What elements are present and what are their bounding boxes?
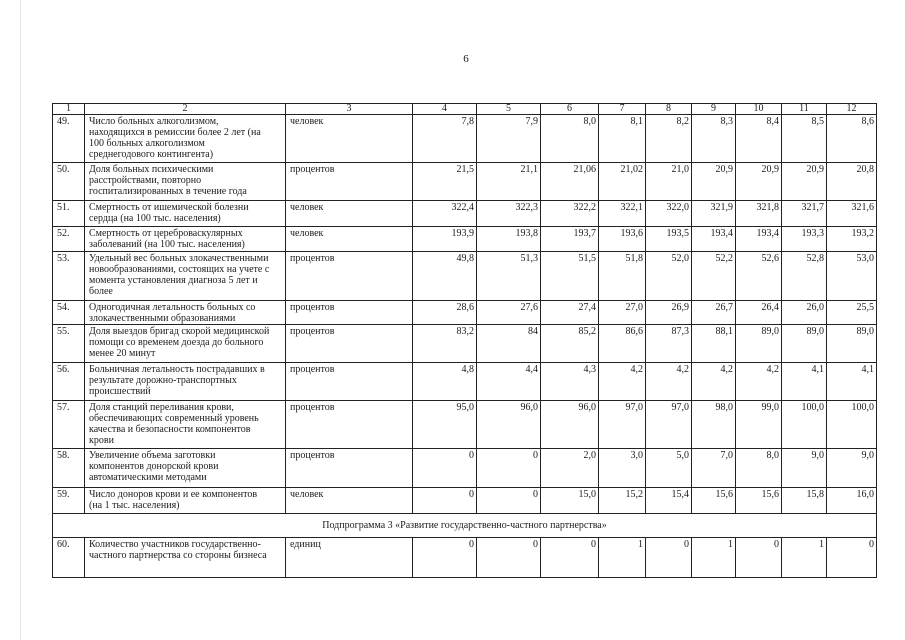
row-number-cell: 55. (53, 325, 85, 363)
value-cell: 28,6 (413, 301, 477, 325)
row-number-cell: 60. (53, 538, 85, 578)
table-row (53, 363, 877, 401)
value-cell: 1 (782, 538, 827, 578)
value-cell: 20,8 (827, 163, 877, 201)
row-number-cell: 54. (53, 301, 85, 325)
section-header-row (53, 514, 877, 538)
value-cell: 321,6 (827, 201, 877, 227)
value-cell: 84 (477, 325, 541, 363)
value-cell: 321,9 (692, 201, 736, 227)
value-cell: 83,2 (413, 325, 477, 363)
value-cell: 0 (413, 449, 477, 488)
value-cell: 21,1 (477, 163, 541, 201)
value-cell: 15,0 (541, 488, 599, 514)
value-cell: 322,2 (541, 201, 599, 227)
table-header-row (53, 104, 877, 115)
value-cell: 193,5 (646, 227, 692, 252)
value-cell: 51,5 (541, 252, 599, 301)
value-cell: 4,2 (692, 363, 736, 401)
value-cell: 8,5 (782, 115, 827, 163)
value-cell: 2,0 (541, 449, 599, 488)
value-cell: 9,0 (782, 449, 827, 488)
value-cell: 0 (477, 538, 541, 578)
value-cell: 193,8 (477, 227, 541, 252)
value-cell: 89,0 (827, 325, 877, 363)
value-cell: 322,4 (413, 201, 477, 227)
header-cell: 3 (286, 104, 413, 115)
unit-cell: процентов (286, 301, 413, 325)
value-cell: 25,5 (827, 301, 877, 325)
value-cell: 193,4 (692, 227, 736, 252)
value-cell: 26,7 (692, 301, 736, 325)
unit-cell: человек (286, 115, 413, 163)
row-number-cell: 51. (53, 201, 85, 227)
table-row (53, 401, 877, 449)
value-cell: 100,0 (782, 401, 827, 449)
unit-cell: процентов (286, 449, 413, 488)
value-cell: 52,2 (692, 252, 736, 301)
indicator-name-cell: Увеличение объема заготовки компонентов донорской крови автоматическими методами (85, 449, 286, 488)
row-number-cell: 49. (53, 115, 85, 163)
indicator-name-cell: Смертность от цереброваскулярных заболеваний (на 100 тыс. населения) (85, 227, 286, 252)
value-cell: 0 (477, 488, 541, 514)
header-cell: 10 (736, 104, 782, 115)
indicator-name-cell: Число доноров крови и ее компонентов (на 1 тыс. населения) (85, 488, 286, 514)
value-cell: 26,4 (736, 301, 782, 325)
value-cell: 193,7 (541, 227, 599, 252)
value-cell: 15,8 (782, 488, 827, 514)
header-cell: 12 (827, 104, 877, 115)
indicator-name-cell: Одногодичная летальность больных со злокачественными образованиями (85, 301, 286, 325)
value-cell: 97,0 (599, 401, 646, 449)
table-row (53, 163, 877, 201)
value-cell: 85,2 (541, 325, 599, 363)
value-cell: 322,3 (477, 201, 541, 227)
value-cell: 15,4 (646, 488, 692, 514)
value-cell: 0 (541, 538, 599, 578)
value-cell: 7,8 (413, 115, 477, 163)
value-cell: 8,0 (736, 449, 782, 488)
table-row (53, 325, 877, 363)
value-cell: 51,8 (599, 252, 646, 301)
value-cell: 3,0 (599, 449, 646, 488)
value-cell: 20,9 (692, 163, 736, 201)
row-number-cell: 58. (53, 449, 85, 488)
header-cell: 2 (85, 104, 286, 115)
indicator-name-cell: Смертность от ишемической болезни сердца (на 100 тыс. населения) (85, 201, 286, 227)
value-cell: 21,06 (541, 163, 599, 201)
value-cell: 52,0 (646, 252, 692, 301)
indicator-name-cell: Доля больных психическими расстройствами, повторно госпитализированных в течение года (85, 163, 286, 201)
value-cell: 8,4 (736, 115, 782, 163)
value-cell: 52,6 (736, 252, 782, 301)
value-cell: 53,0 (827, 252, 877, 301)
value-cell: 95,0 (413, 401, 477, 449)
value-cell: 4,3 (541, 363, 599, 401)
value-cell: 8,6 (827, 115, 877, 163)
value-cell: 89,0 (736, 325, 782, 363)
value-cell: 52,8 (782, 252, 827, 301)
table-row (53, 488, 877, 514)
row-number-cell: 56. (53, 363, 85, 401)
scan-edge-line (20, 0, 21, 640)
indicator-name-cell: Больничная летальность пострадавших в результате дорожно-транспортных происшествий (85, 363, 286, 401)
value-cell: 193,3 (782, 227, 827, 252)
value-cell: 7,9 (477, 115, 541, 163)
value-cell: 1 (599, 538, 646, 578)
value-cell: 15,6 (736, 488, 782, 514)
value-cell: 4,2 (736, 363, 782, 401)
table-row (53, 538, 877, 578)
value-cell: 4,1 (827, 363, 877, 401)
table-row (53, 227, 877, 252)
row-number-cell: 59. (53, 488, 85, 514)
value-cell: 4,2 (599, 363, 646, 401)
header-cell: 5 (477, 104, 541, 115)
value-cell: 321,7 (782, 201, 827, 227)
unit-cell: процентов (286, 363, 413, 401)
value-cell: 96,0 (477, 401, 541, 449)
value-cell: 15,2 (599, 488, 646, 514)
page-number: 6 (463, 53, 469, 65)
value-cell: 8,3 (692, 115, 736, 163)
value-cell: 1 (692, 538, 736, 578)
value-cell: 49,8 (413, 252, 477, 301)
table-row (53, 449, 877, 488)
unit-cell: процентов (286, 401, 413, 449)
header-cell: 1 (53, 104, 85, 115)
unit-cell: процентов (286, 252, 413, 301)
value-cell: 0 (413, 538, 477, 578)
value-cell: 88,1 (692, 325, 736, 363)
value-cell: 321,8 (736, 201, 782, 227)
value-cell: 9,0 (827, 449, 877, 488)
value-cell: 193,9 (413, 227, 477, 252)
row-number-cell: 50. (53, 163, 85, 201)
value-cell: 20,9 (782, 163, 827, 201)
value-cell: 86,6 (599, 325, 646, 363)
table-row (53, 301, 877, 325)
header-cell: 4 (413, 104, 477, 115)
header-cell: 7 (599, 104, 646, 115)
value-cell: 15,6 (692, 488, 736, 514)
unit-cell: человек (286, 227, 413, 252)
unit-cell: человек (286, 488, 413, 514)
value-cell: 7,0 (692, 449, 736, 488)
header-cell: 9 (692, 104, 736, 115)
value-cell: 26,9 (646, 301, 692, 325)
unit-cell: процентов (286, 163, 413, 201)
indicator-name-cell: Доля станций переливания крови, обеспечивающих современный уровень качества и безопасности компонентов крови (85, 401, 286, 449)
table-row (53, 252, 877, 301)
value-cell: 0 (646, 538, 692, 578)
indicator-name-cell: Удельный вес больных злокачественными новообразованиями, состоящих на учете с момента установления диагноза 5 лет и более (85, 252, 286, 301)
indicators-table (52, 103, 877, 578)
value-cell: 27,6 (477, 301, 541, 325)
value-cell: 8,0 (541, 115, 599, 163)
row-number-cell: 52. (53, 227, 85, 252)
header-cell: 11 (782, 104, 827, 115)
value-cell: 96,0 (541, 401, 599, 449)
value-cell: 27,4 (541, 301, 599, 325)
value-cell: 0 (477, 449, 541, 488)
value-cell: 4,2 (646, 363, 692, 401)
value-cell: 4,8 (413, 363, 477, 401)
header-cell: 6 (541, 104, 599, 115)
value-cell: 8,1 (599, 115, 646, 163)
header-cell: 8 (646, 104, 692, 115)
indicator-name-cell: Количество участников государственно- частного партнерства со стороны бизнеса (85, 538, 286, 578)
value-cell: 322,1 (599, 201, 646, 227)
table-row (53, 115, 877, 163)
value-cell: 21,5 (413, 163, 477, 201)
row-number-cell: 57. (53, 401, 85, 449)
value-cell: 322,0 (646, 201, 692, 227)
value-cell: 87,3 (646, 325, 692, 363)
value-cell: 193,4 (736, 227, 782, 252)
unit-cell: единиц (286, 538, 413, 578)
value-cell: 89,0 (782, 325, 827, 363)
value-cell: 97,0 (646, 401, 692, 449)
section-title: Подпрограмма 3 «Развитие государственно-частного партнерства» (53, 514, 877, 538)
value-cell: 0 (827, 538, 877, 578)
row-number-cell: 53. (53, 252, 85, 301)
indicator-name-cell: Доля выездов бригад скорой медицинской помощи со временем доезда до больного менее 20 минут (85, 325, 286, 363)
value-cell: 193,6 (599, 227, 646, 252)
value-cell: 51,3 (477, 252, 541, 301)
value-cell: 0 (413, 488, 477, 514)
value-cell: 99,0 (736, 401, 782, 449)
value-cell: 8,2 (646, 115, 692, 163)
value-cell: 0 (736, 538, 782, 578)
indicator-name-cell: Число больных алкоголизмом, находящихся в ремиссии более 2 лет (на 100 больных алкоголизмом среднегодового контингента) (85, 115, 286, 163)
value-cell: 5,0 (646, 449, 692, 488)
unit-cell: процентов (286, 325, 413, 363)
value-cell: 100,0 (827, 401, 877, 449)
value-cell: 4,1 (782, 363, 827, 401)
value-cell: 20,9 (736, 163, 782, 201)
value-cell: 193,2 (827, 227, 877, 252)
value-cell: 26,0 (782, 301, 827, 325)
unit-cell: человек (286, 201, 413, 227)
value-cell: 4,4 (477, 363, 541, 401)
value-cell: 98,0 (692, 401, 736, 449)
value-cell: 16,0 (827, 488, 877, 514)
value-cell: 21,0 (646, 163, 692, 201)
value-cell: 27,0 (599, 301, 646, 325)
table-row (53, 201, 877, 227)
value-cell: 21,02 (599, 163, 646, 201)
